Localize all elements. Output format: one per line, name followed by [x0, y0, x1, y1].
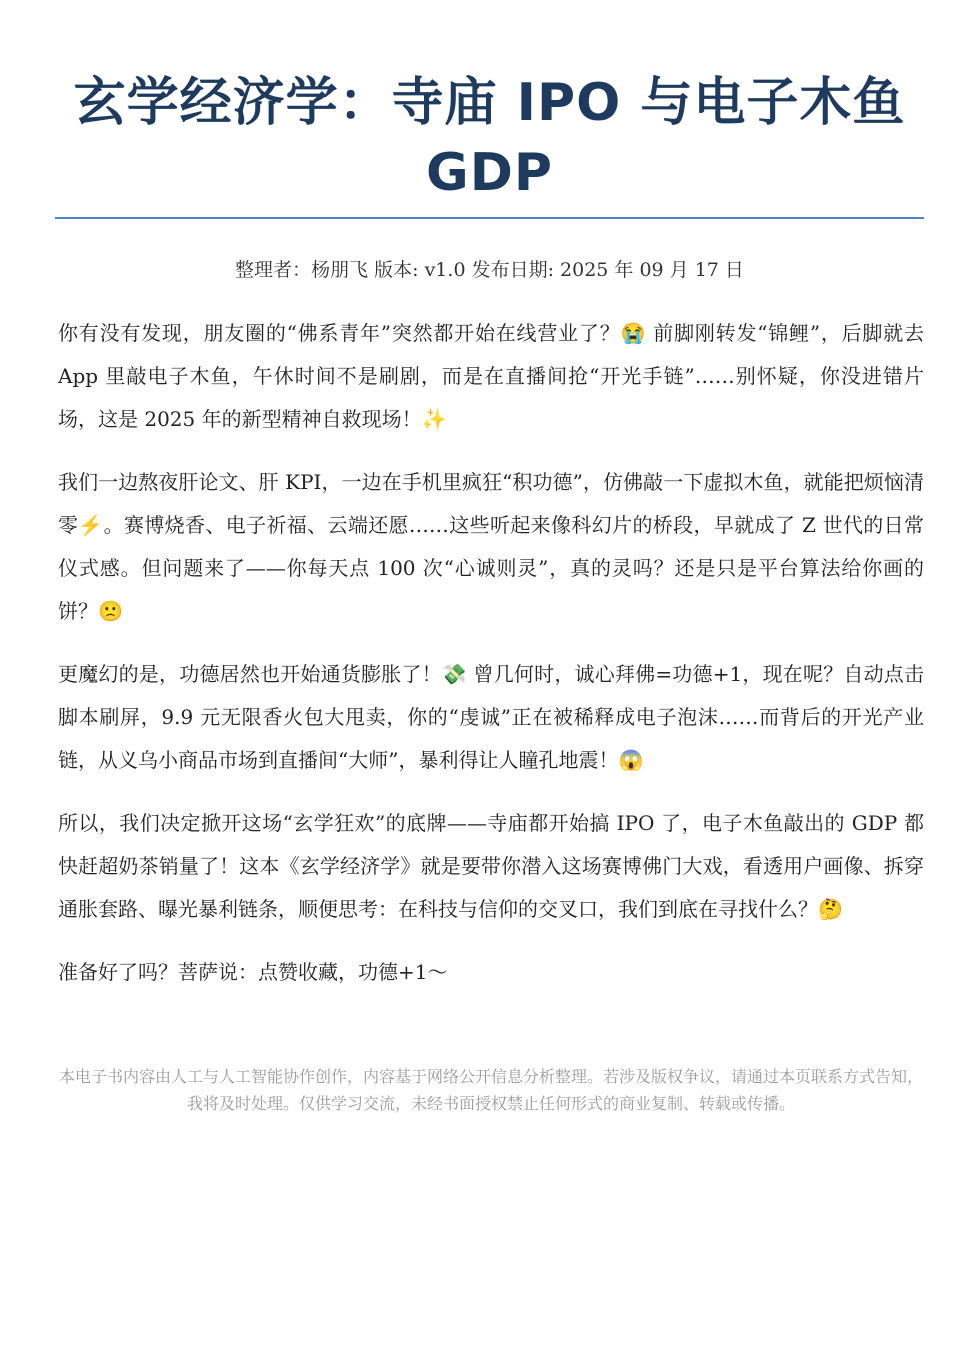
paragraph: 你有没有发现，朋友圈的“佛系青年”突然都开始在线营业了？😭 前脚刚转发“锦鲤”，后脚就去 App 里敲电子木鱼，午休时间不是刷剧，而是在直播间抢“开光手链”……别怀疑，你没进错片场，这是 2025 年的新型精神自救现场！✨ — [58, 321, 924, 431]
author-name: 杨朋飞 — [311, 259, 369, 281]
paragraph: 更魔幻的是，功德居然也开始通货膨胀了！💸 曾几何时，诚心拜佛=功德+1，现在呢？自动点击脚本刷屏，9.9 元无限香火包大甩卖，你的“虔诚”正在被稀释成电子泡沫……而背后的开光产业链，从义乌小商品市场到直播间“大师”，暴利得让人瞳孔地震！😱 — [58, 662, 924, 772]
document-title: 玄学经济学：寺庙 IPO 与电子木鱼 GDP — [73, 73, 906, 203]
document-body — [58, 312, 924, 1014]
date-label: 发布日期: — [471, 259, 561, 281]
version-value: v1.0 — [424, 259, 466, 281]
copyright-footnote: 本电子书内容由人工与人工智能协作创作，内容基于网络公开信息分析整理。若涉及版权争议，请通过本页联系方式告知，我将及时处理。仅供学习交流，未经书面授权禁止任何形式的商业复制、转载或传播。 — [58, 1067, 923, 1113]
title-divider — [55, 217, 924, 219]
paragraph: 准备好了吗？菩萨说：点赞收藏，功德+1～ — [58, 960, 448, 984]
date-value: 2025 年 09 月 17 日 — [560, 259, 744, 281]
version-label: 版本: — [374, 259, 425, 281]
author-label: 整理者： — [235, 259, 312, 281]
document-meta — [40, 256, 939, 284]
paragraph: 所以，我们决定掀开这场“玄学狂欢”的底牌——寺庙都开始搞 IPO 了，电子木鱼敲出的 GDP 都快赶超奶茶销量了！这本《玄学经济学》就是要带你潜入这场赛博佛门大戏，看透用户画像、拆穿通胀套路、曝光暴利链条，顺便思考：在科技与信仰的交叉口，我们到底在寻找什么？🤔 — [58, 811, 924, 921]
paragraph: 我们一边熬夜肝论文、肝 KPI，一边在手机里疯狂“积功德”，仿佛敲一下虚拟木鱼，就能把烦恼清零⚡。赛博烧香、电子祈福、云端还愿……这些听起来像科幻片的桥段，早就成了 Z 世代的日常仪式感。但问题来了——你每天点 100 次“心诚则灵”，真的灵吗？还是只是平台算法给你画的饼？🙁 — [58, 470, 924, 623]
